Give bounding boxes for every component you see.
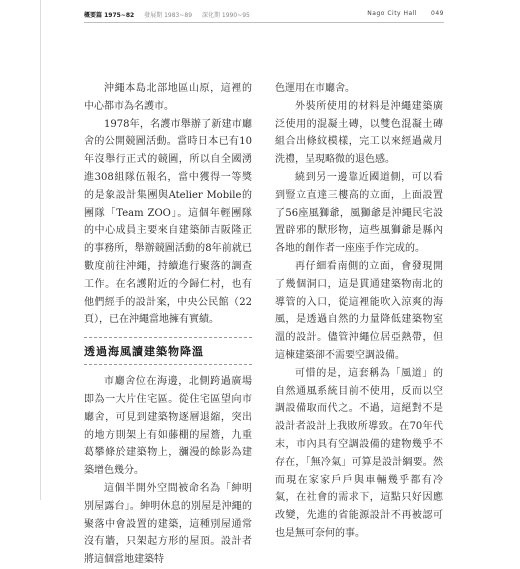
header-sections xyxy=(84,10,250,19)
running-header xyxy=(84,6,444,20)
paragraph: 市廳舍位在海邊，北側跨過廣場即為一大片住宅區。從住宅區望向市廳舍，可見到建築物逐層退縮，突出的地方則架上有如藤棚的屋簷，九重葛攀條於建築物上，瀰漫的餘影為建築增色幾分。 xyxy=(84,376,252,477)
right-column xyxy=(275,80,443,543)
left-column xyxy=(84,80,252,569)
section-heading: 透過海風讀建築物降溫 xyxy=(84,345,204,359)
header-section-1: 概要篇 1975~82 xyxy=(84,12,135,19)
paragraph: 1978年，名護市舉辦了新建市廳舍的公開競圖活動。當時日本已有10年沒舉行正式的競圖，所以自全國湧進308組隊伍報名，當中獲得一等獎的是象設計集團與Atelier Mobile的團隊「Team ZOO」。這個年輕團隊的中心成員主要來自建築師吉阪隆正的事務所，舉辦競圖活動的8年前就已數度前往沖繩，持續進行聚落的調查工作。在名護附近的今歸仁村，也有他們經手的設計案，中央公民館（22頁），已在沖繩當地擁有實績。 xyxy=(84,118,252,326)
paragraph: 色運用在市廳舍。 xyxy=(275,83,355,94)
paragraph: 可惜的是，這套稱為「風道」的自然通風系統目前不使用，反而以空調設備取而代之。不過，這絕對不是設計者設計上我敗所導致。在70年代末，市內具有空調設備的建物幾乎不存在，「無冷氣」可算是設計綱要。然而現在家家戶戶與車輛幾乎都有冷氣，在社會的需求下，這點只好因應改變，先進的省能源設計不再被認可也是無可奈何的事。 xyxy=(275,367,443,539)
header-title: Nago City Hall xyxy=(367,10,418,17)
paragraph: 繞到另一邊靠近國道側，可以看到豎立直達三樓高的立面，上面設置了56座風獅爺，風獅爺是沖繩民宅設置辟邪的獸形物，這些風獅爺是縣內各地的創作者一座座手作完成的。 xyxy=(275,171,443,255)
gutter-divider xyxy=(40,0,41,500)
section-divider-top xyxy=(84,337,252,338)
header-rule xyxy=(84,22,444,23)
header-title-group xyxy=(367,10,444,17)
section-divider-bottom xyxy=(84,364,252,365)
page-number: 049 xyxy=(431,10,444,17)
header-section-2: 發展期 1983~89 xyxy=(144,12,193,19)
paragraph: 外裝所使用的材料是沖繩建築廣泛使用的混凝土磚，以雙色混凝土磚組合出條紋模樣，完工以來經過歲月洗禮，呈現略微的退色感。 xyxy=(275,100,443,166)
header-section-3: 深化期 1990~95 xyxy=(202,12,250,19)
paragraph: 這個半開外空間被命名為「紳明別屋露台」。紳明休息的別屋是沖繩的聚落中會設置的建築，這種別屋通常沒有牆，只架起方形的屋頂。設計者將這個當地建築特 xyxy=(84,482,252,566)
paragraph: 再仔細看南側的立面，會發現開了幾個洞口，這是貫通建築物南北的導管的入口，從這裡能吹入涼爽的海風，是透過自然的力量降低建築物室溫的設計。儘管沖繩位居亞熱帶，但這棟建築卻不需要空調設備。 xyxy=(275,260,443,361)
paragraph: 沖繩本島北部地區山原，這裡的中心都市為名護市。 xyxy=(84,83,252,112)
page-gutter xyxy=(0,0,84,500)
